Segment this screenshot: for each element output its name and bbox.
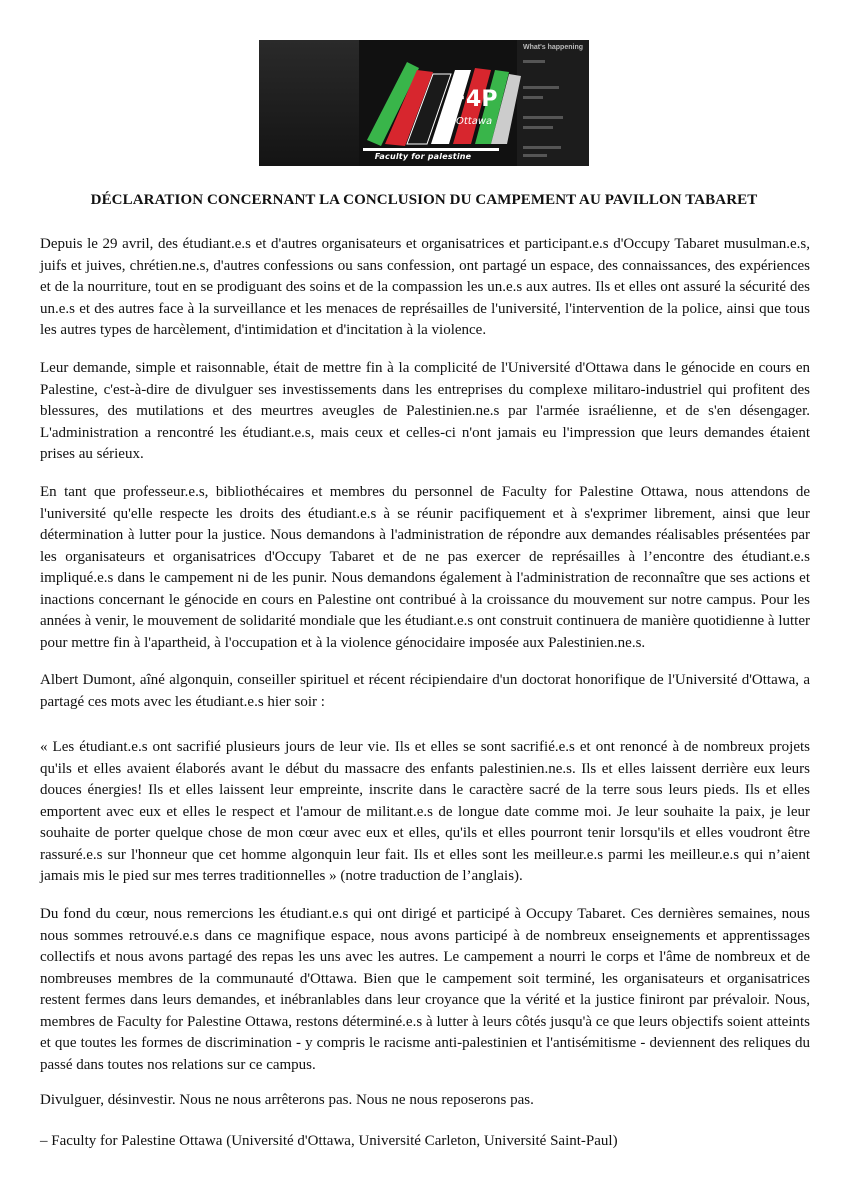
logo-monogram: F4P [451, 87, 498, 112]
document-title: DÉCLARATION CONCERNANT LA CONCLUSION DU CAMPEMENT AU PAVILLON TABARET [90, 192, 758, 208]
logo-city: Ottawa [456, 116, 493, 127]
paragraph: Leur demande, simple et raisonnable, était de mettre fin à la complicité de l'Université d'Ottawa dans le génocide en cours en Palestine, c'est-à-dire de divulguer ses investissements dans les entreprises du complexe militaro-industriel qui profitent des blessures, des mutilations et des meurtres aveugles de Palestinien.ne.s par l'armée israélienne, et de s'en désengager. L'administration a rencontré les étudiant.e.s, mais ceux et celles-ci n'ont jamais eu l'impression que leurs demandes étaient prises au sérieux. [40, 360, 810, 462]
logo-tagline: Faculty for palestine [374, 152, 472, 161]
paragraph: Du fond du cœur, nous remercions les étudiant.e.s qui ont dirigé et participé à Occupy Tabaret. Ces dernières semaines, nous nous sommes retrouvé.e.s dans ce magnifique espace, nous avons participé à de nombreux enseignements et apprentissages collectifs et nous avons partagé des repas les uns avec les autres. Le campement a nourri le corps et l'âme de nombreux et de nombreuses membres de la communauté d'Ottawa. Bien que le campement soit terminé, les organisateurs et organisatrices restent fermes dans leurs demandes, et inébranlables dans leur croyance que la vérité et la justice finiront par prévaloir. Nous, membres de Faculty for Palestine Ottawa, restons déterminé.e.s à lutter à leurs côtés jusqu'à ce que leurs objectifs soient atteints et que toutes les formes de discrimination - y compris le racisme anti-palestinien et l'antisémitisme - deviennent des reliques du passé dans toutes nos relations sur ce campus. [40, 906, 810, 1073]
paragraph: Depuis le 29 avril, des étudiant.e.s et d'autres organisateurs et organisatrices et participant.e.s d'Occupy Tabaret musulman.e.s, juifs et juives, chrétien.ne.s, d'autres confessions ou sans confession, ont partagé un espace, des connaissances, des expériences et de la nourriture, tout en se prodiguant des soins et de la compassion les un.e.s aux autres. Ils et elles ont assuré la sécurité des un.e.s et des autres face à la surveillance et les menaces de représailles de l'université, l'intervention de la police, ainsi que tous les autres types de harcèlement, d'intimidation et d'incitation à la violence. [40, 236, 810, 338]
paragraph: Albert Dumont, aîné algonquin, conseiller spirituel et récent récipiendaire d'un doctorat honorifique de l'Université d'Ottawa, a partagé ces mots avec les étudiant.e.s hier soir : [40, 672, 810, 710]
header-logo-banner [259, 40, 589, 166]
closing-line: Divulguer, désinvestir. Nous ne nous arrêterons pas. Nous ne nous reposerons pas. [40, 1092, 534, 1108]
signature-line: – Faculty for Palestine Ottawa (Université d'Ottawa, Université Carleton, Université Saint-Paul) [40, 1133, 618, 1149]
paragraph: En tant que professeur.e.s, bibliothécaires et membres du personnel de Faculty for Palestine Ottawa, nous attendons de l'université qu'elle respecte les droits des étudiant.e.s à se réunir pacifiquement et à s'exprimer librement, ainsi que leur détermination à lutter pour la justice. Nous demandons à l'administration de répondre aux demandes réalisables présentées par les organisateurs et organisatrices d'Occupy Tabaret et de ne pas exercer de représailles à l’encontre des étudiant.e.s impliqué.e.s dans le campement ni de les punir. Nous demandons également à l'administration de reconnaître que ses actions et inactions concernant le génocide en cours en Palestine ont contribué à la croissance du mouvement sur notre campus. Pour les années à venir, le mouvement de solidarité mondiale que les étudiant.e.s ont construit continuera de manière quotidienne à lutter pour mettre fin à l'apartheid, à l'occupation et à la violence génocidaire imposée aux Palestinien.ne.s. [40, 484, 810, 651]
sidepanel-title: What's happening [523, 44, 583, 51]
faculty-for-palestine-logo [259, 40, 589, 166]
quote-paragraph: « Les étudiant.e.s ont sacrifié plusieurs jours de leur vie. Ils et elles se sont sacrifié.e.s et ont renoncé à de nombreux projets qu'ils et elles avaient élaborés avant le début du massacre des enfants palestinien.ne.s. Ils et elles laissent derrière eux leurs douces énergies! Ils et elles laissent leur empreinte, inscrite dans le caractère sacré de la terre sous leurs pieds. Ils et elles emportent avec eux et elles le respect et l'amour de militant.e.s de longue date comme moi. Je leur souhaite la paix, je leur souhaite de porter quelque chose de mon cœur avec eux et elles, qu'ils et elles pourront tenir lorsqu'ils et elles voudront être rassuré.e.s sur l'honneur que cet homme algonquin leur fait. Ils et elles sont les meilleur.e.s parmi les meilleur.e.s qui n’aient jamais mis le pied sur mes terres traditionnelles » (notre traduction de l’anglais). [40, 739, 810, 884]
